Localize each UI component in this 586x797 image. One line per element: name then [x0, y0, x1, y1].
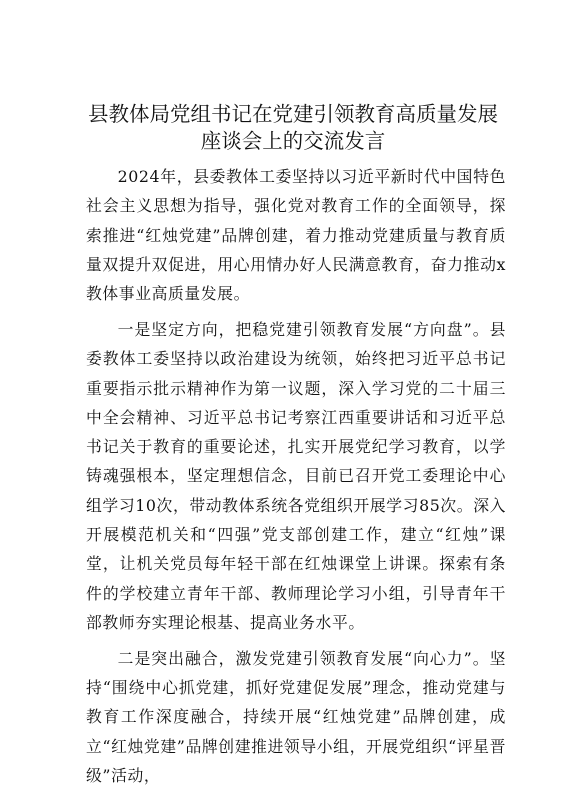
document-body — [86, 162, 506, 797]
paragraph-text: 2024年，县委教体工委坚持以习近平新时代中国特色社会主义思想为指导，强化党对教育工作的全面领导，探索推进“红烛党建”品牌创建，着力推动党建质量与教育质量双提升双促进，用心用情办好人民满意教育，奋力推动x教体事业高质量发展。 — [86, 167, 506, 304]
paragraph-point-two — [86, 644, 506, 790]
paragraph-text: 坚持“围绕中心抓党建，抓好党建促发展”理念，推动党建与教育工作深度融合，持续开展“红烛党建”品牌创建，成立“红烛党建”品牌创建推进领导小组，开展党组织“评星晋级”活动， — [86, 648, 506, 785]
document-title-line-1: 县教体局党组书记在党建引领教育高质量发展 — [88, 102, 498, 126]
document-title-line-2: 座谈会上的交流发言 — [200, 129, 386, 153]
paragraph-intro — [86, 162, 506, 308]
paragraph-lead: 二是突出融合，激发党建引领教育发展“向心力”。 — [117, 648, 490, 668]
paragraph-lead: 一是坚定方向，把稳党建引领教育发展“方向盘”。 — [117, 319, 490, 339]
paragraph-text: 县委教体工委坚持以政治建设为统领，始终把习近平总书记重要指示批示精神作为第一议题，深入学习党的二十届三中全会精神、习近平总书记考察江西重要讲话和习近平总书记关于教育的重要论述，扎实开展党纪学习教育，以学铸魂强根本，坚定理想信念，目前已召开党工委理论中心组学习10次，带动教体系统各党组织开展学习85次。深入开展模范机关和“四强”党支部创建工作，建立“红烛”课堂，让机关党员每年轻干部在红烛课堂上讲课。探索有条件的学校建立青年干部、教师理论学习小组，引导青年干部教师夯实理论根基、提高业务水平。 — [86, 319, 506, 632]
paragraph-point-one — [86, 315, 506, 637]
